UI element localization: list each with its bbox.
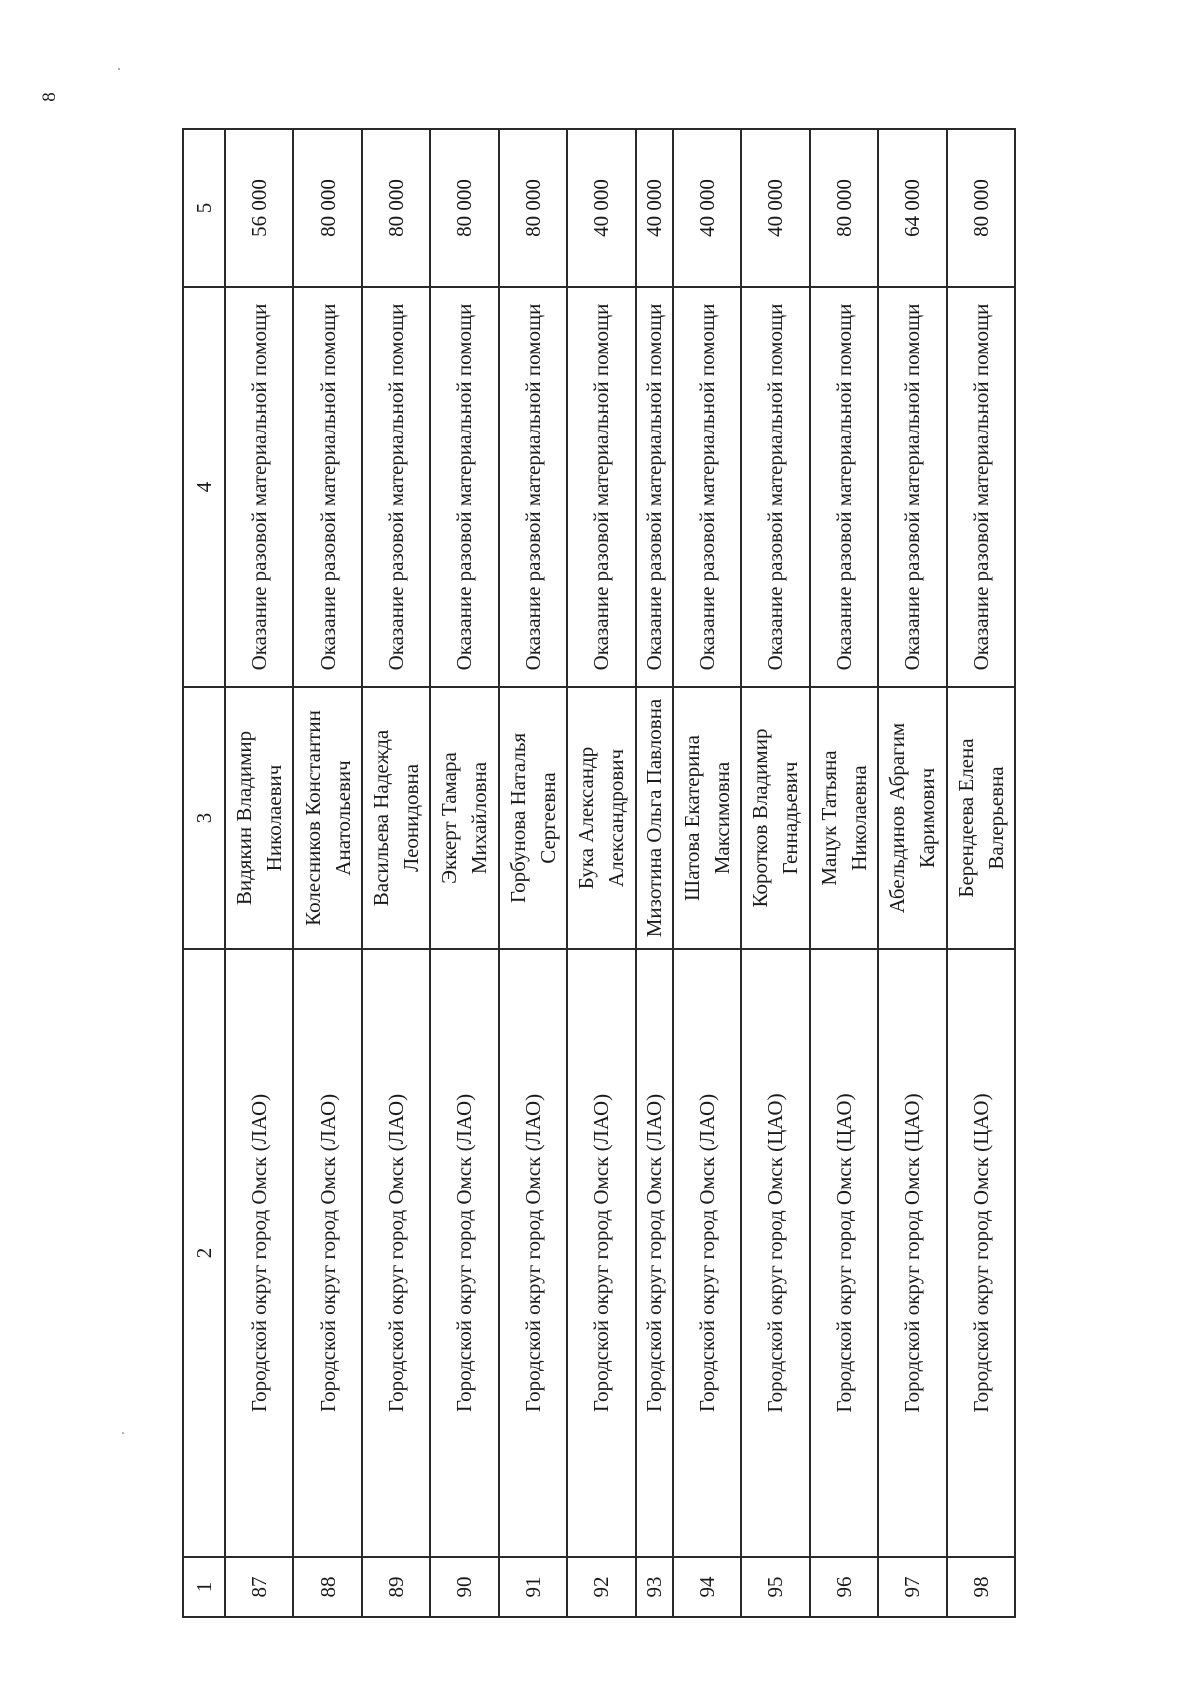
recipient-name-cell: Берендеева Елена Валерьевна bbox=[947, 687, 1015, 949]
row-number-cell: 88 bbox=[293, 1557, 361, 1617]
amount-cell: 80 000 bbox=[947, 129, 1015, 287]
amount-cell: 80 000 bbox=[362, 129, 430, 287]
column-header-3: 3 bbox=[183, 687, 225, 949]
table-row bbox=[362, 129, 430, 1617]
page-number: 8 bbox=[39, 92, 60, 102]
table-row bbox=[293, 129, 361, 1617]
row-number-cell: 89 bbox=[362, 1557, 430, 1617]
recipient-name-cell: Коротков Владимир Геннадьевич bbox=[741, 687, 809, 949]
purpose-cell: Оказание разовой материальной помощи bbox=[636, 287, 673, 687]
recipient-name-cell: Колесников Константин Анатольевич bbox=[293, 687, 361, 949]
recipient-name-cell: Эккерт Тамара Михайловна bbox=[430, 687, 498, 949]
table-body bbox=[225, 129, 1015, 1617]
purpose-cell: Оказание разовой материальной помощи bbox=[499, 287, 567, 687]
district-cell: Городской округ город Омск (ЛАО) bbox=[430, 949, 498, 1557]
table-row bbox=[810, 129, 878, 1617]
row-number-cell: 92 bbox=[567, 1557, 635, 1617]
table-row bbox=[567, 129, 635, 1617]
table-row bbox=[499, 129, 567, 1617]
district-cell: Городской округ город Омск (ЛАО) bbox=[567, 949, 635, 1557]
row-number-cell: 91 bbox=[499, 1557, 567, 1617]
purpose-cell: Оказание разовой материальной помощи bbox=[673, 287, 741, 687]
district-cell: Городской округ город Омск (ЛАО) bbox=[362, 949, 430, 1557]
table-row bbox=[947, 129, 1015, 1617]
recipient-name-cell: Абельдинов Абрагим Каримович bbox=[878, 687, 946, 949]
purpose-cell: Оказание разовой материальной помощи bbox=[567, 287, 635, 687]
row-number-cell: 98 bbox=[947, 1557, 1015, 1617]
recipient-name-cell: Видякин Владимир Николаевич bbox=[225, 687, 293, 949]
row-number-cell: 94 bbox=[673, 1557, 741, 1617]
table-header-row bbox=[183, 129, 225, 1617]
amount-cell: 80 000 bbox=[810, 129, 878, 287]
district-cell: Городской округ город Омск (ЦАО) bbox=[741, 949, 809, 1557]
amount-cell: 40 000 bbox=[636, 129, 673, 287]
amount-cell: 40 000 bbox=[741, 129, 809, 287]
district-cell: Городской округ город Омск (ЛАО) bbox=[673, 949, 741, 1557]
recipient-name-cell: Мизотина Ольга Павловна bbox=[636, 687, 673, 949]
amount-cell: 80 000 bbox=[499, 129, 567, 287]
amount-cell: 40 000 bbox=[673, 129, 741, 287]
table-row bbox=[741, 129, 809, 1617]
district-cell: Городской округ город Омск (ЛАО) bbox=[636, 949, 673, 1557]
amount-cell: 64 000 bbox=[878, 129, 946, 287]
purpose-cell: Оказание разовой материальной помощи bbox=[878, 287, 946, 687]
purpose-cell: Оказание разовой материальной помощи bbox=[293, 287, 361, 687]
row-number-cell: 97 bbox=[878, 1557, 946, 1617]
recipient-name-cell: Горбунова Наталья Сергеевна bbox=[499, 687, 567, 949]
amount-cell: 80 000 bbox=[430, 129, 498, 287]
district-cell: Городской округ город Омск (ЦАО) bbox=[947, 949, 1015, 1557]
assistance-table bbox=[182, 128, 1016, 1618]
recipient-name-cell: Мацук Татьяна Николаевна bbox=[810, 687, 878, 949]
district-cell: Городской округ город Омск (ЦАО) bbox=[878, 949, 946, 1557]
table-row bbox=[225, 129, 293, 1617]
table-frame bbox=[182, 130, 1016, 1618]
amount-cell: 80 000 bbox=[293, 129, 361, 287]
row-number-cell: 87 bbox=[225, 1557, 293, 1617]
column-header-2: 2 bbox=[183, 949, 225, 1557]
rotated-table-container bbox=[182, 130, 1016, 1618]
amount-cell: 56 000 bbox=[225, 129, 293, 287]
row-number-cell: 96 bbox=[810, 1557, 878, 1617]
table-row bbox=[636, 129, 673, 1617]
district-cell: Городской округ город Омск (ЦАО) bbox=[810, 949, 878, 1557]
row-number-cell: 93 bbox=[636, 1557, 673, 1617]
table-row bbox=[430, 129, 498, 1617]
purpose-cell: Оказание разовой материальной помощи bbox=[741, 287, 809, 687]
purpose-cell: Оказание разовой материальной помощи bbox=[362, 287, 430, 687]
table-row bbox=[673, 129, 741, 1617]
district-cell: Городской округ город Омск (ЛАО) bbox=[499, 949, 567, 1557]
column-header-1: 1 bbox=[183, 1557, 225, 1617]
purpose-cell: Оказание разовой материальной помощи bbox=[430, 287, 498, 687]
recipient-name-cell: Шатова Екатерина Максимовна bbox=[673, 687, 741, 949]
column-header-5: 5 bbox=[183, 129, 225, 287]
row-number-cell: 90 bbox=[430, 1557, 498, 1617]
table-row bbox=[878, 129, 946, 1617]
column-header-4: 4 bbox=[183, 287, 225, 687]
recipient-name-cell: Васильева Надежда Леонидовна bbox=[362, 687, 430, 949]
scan-speck bbox=[118, 68, 120, 70]
scan-speck bbox=[122, 1432, 124, 1434]
district-cell: Городской округ город Омск (ЛАО) bbox=[225, 949, 293, 1557]
recipient-name-cell: Бука Александр Александрович bbox=[567, 687, 635, 949]
amount-cell: 40 000 bbox=[567, 129, 635, 287]
district-cell: Городской округ город Омск (ЛАО) bbox=[293, 949, 361, 1557]
purpose-cell: Оказание разовой материальной помощи bbox=[810, 287, 878, 687]
row-number-cell: 95 bbox=[741, 1557, 809, 1617]
purpose-cell: Оказание разовой материальной помощи bbox=[225, 287, 293, 687]
purpose-cell: Оказание разовой материальной помощи bbox=[947, 287, 1015, 687]
